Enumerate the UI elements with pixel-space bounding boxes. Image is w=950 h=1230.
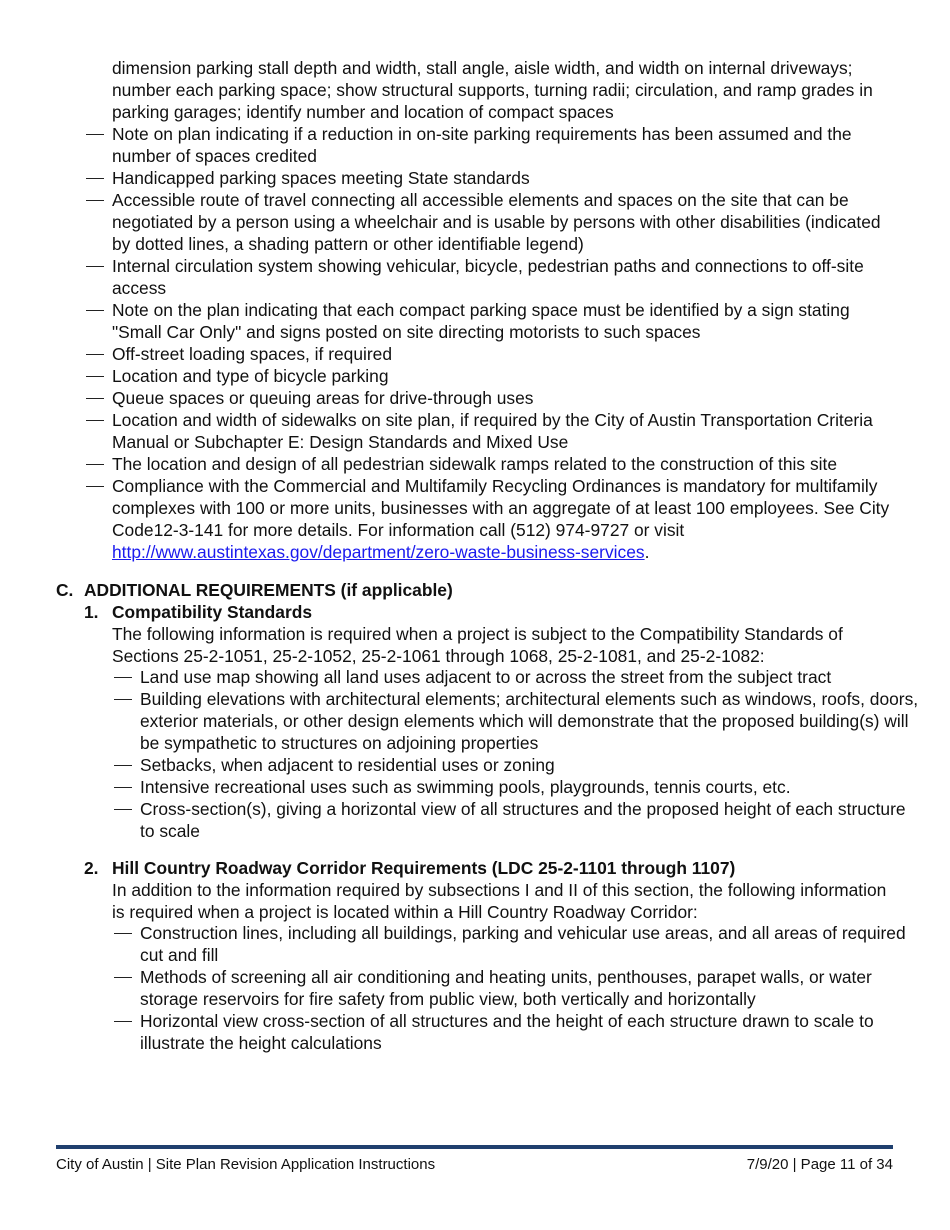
hill-country-list bbox=[112, 922, 922, 1054]
section-title: ADDITIONAL REQUIREMENTS (if applicable) bbox=[84, 580, 453, 600]
list-item: Note on plan indicating if a reduction in on-site parking requirements has been assumed and the number of spaces credited bbox=[112, 124, 852, 166]
zero-waste-link[interactable]: http://www.austintexas.gov/department/zero-waste-business-services bbox=[112, 542, 645, 562]
list-item: Intensive recreational uses such as swimming pools, playgrounds, tennis courts, etc. bbox=[140, 777, 791, 797]
footer-document-title: City of Austin | Site Plan Revision Application Instructions bbox=[56, 1156, 436, 1173]
list-item: Methods of screening all air conditioning and heating units, penthouses, parapet walls, or water storage reservoirs for fire safety from public view, both vertically and horizontally bbox=[140, 967, 872, 1009]
list-item: Queue spaces or queuing areas for drive-through uses bbox=[112, 388, 534, 408]
list-item: Accessible route of travel connecting all accessible elements and spaces on the site that can be negotiated by a person using a wheelchair and is usable by persons with other disabilities (indicated by dotted lines, a shading pattern or other identifiable legend) bbox=[112, 190, 881, 254]
list-item: Horizontal view cross-section of all structures and the height of each structure drawn to scale to illustrate the height calculations bbox=[140, 1011, 874, 1053]
list-item: Off-street loading spaces, if required bbox=[112, 344, 393, 364]
list-item: Building elevations with architectural elements; architectural elements such as windows, roofs, doors, exterior materials, or other design elements which will demonstrate that the proposed building(s) will be sympathetic to structures on adjoining properties bbox=[140, 689, 919, 753]
list-item: Note on the plan indicating that each compact parking space must be identified by a sign stating "Small Car Only" and signs posted on site directing motorists to such spaces bbox=[112, 300, 850, 342]
subsection-intro: In addition to the information required by subsections I and II of this section, the following information is required when a project is located within a Hill Country Roadway Corridor: bbox=[112, 880, 887, 922]
list-item: Setbacks, when adjacent to residential uses or zoning bbox=[140, 755, 555, 775]
parking-requirements-list bbox=[84, 57, 894, 563]
list-item: Location and width of sidewalks on site plan, if required by the City of Austin Transportation Criteria Manual or Subchapter E: Design Standards and Mixed Use bbox=[112, 410, 873, 452]
list-item: Construction lines, including all buildings, parking and vehicular use areas, and all areas of required cut and fill bbox=[140, 923, 906, 965]
list-item-continued: dimension parking stall depth and width, stall angle, aisle width, and width on internal driveways; number each parking space; show structural supports, turning radii; circulation, and ramp grades in parking garages; identify number and location of compact spaces bbox=[112, 58, 873, 122]
list-item: Handicapped parking spaces meeting State standards bbox=[112, 168, 530, 188]
footer-divider bbox=[56, 1145, 893, 1149]
subsection-title: Hill Country Roadway Corridor Requirements (LDC 25-2-1101 through 1107) bbox=[112, 858, 736, 878]
list-item-recycling: Compliance with the Commercial and Multifamily Recycling Ordinances is mandatory for multifamily complexes with 100 or more units, businesses with an aggregate of at least 100 employees. See City Code12-3-141 for more details. For information call (512) 974-9727 or visit http://www.austintexas.gov/department/zero-waste-business-services. bbox=[112, 476, 890, 562]
list-item: Cross-section(s), giving a horizontal view of all structures and the proposed height of each structure to scale bbox=[140, 799, 906, 841]
list-item: Location and type of bicycle parking bbox=[112, 366, 389, 386]
subsection-intro: The following information is required when a project is subject to the Compatibility Standards of Sections 25-2-1051, 25-2-1052, 25-2-1061 through 1068, 25-2-1081, and 25-2-1082: bbox=[112, 624, 843, 666]
subsection-number: 2. bbox=[84, 858, 99, 878]
footer-page-number: 7/9/20 | Page 11 of 34 bbox=[746, 1156, 893, 1173]
list-item: The location and design of all pedestrian sidewalk ramps related to the construction of this site bbox=[112, 454, 838, 474]
section-letter: C. bbox=[56, 580, 74, 600]
subsection-heading bbox=[84, 857, 735, 879]
subsection-number: 1. bbox=[84, 602, 99, 622]
compatibility-list bbox=[112, 666, 922, 842]
list-item: Internal circulation system showing vehicular, bicycle, pedestrian paths and connections to off-site access bbox=[112, 256, 864, 298]
section-heading bbox=[56, 579, 453, 601]
subsection-heading bbox=[84, 601, 312, 623]
subsection-title: Compatibility Standards bbox=[112, 602, 313, 622]
list-item: Land use map showing all land uses adjacent to or across the street from the subject tract bbox=[140, 667, 832, 687]
